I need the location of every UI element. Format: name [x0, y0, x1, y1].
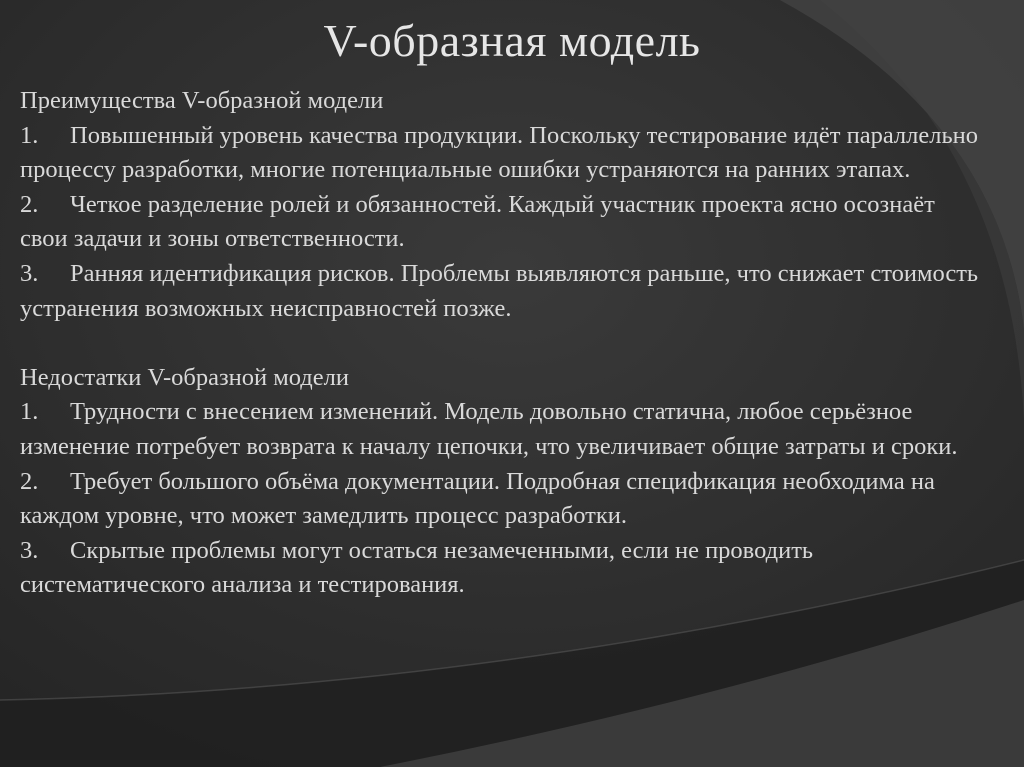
slide-content: [20, 84, 980, 603]
list-item: [20, 395, 980, 464]
item-text: Повышенный уровень качества продукции. Поскольку тестирование идёт параллельно процессу разработки, многие потенциальные ошибки устраняются на ранних этапах.: [20, 121, 979, 184]
item-number: 3.: [20, 536, 39, 564]
advantages-list: [20, 119, 980, 327]
advantages-heading: Преимущества V-образной модели: [20, 87, 384, 114]
list-item: [20, 119, 980, 188]
list-item: [20, 257, 980, 326]
item-number: 2.: [20, 190, 39, 218]
page-title: V-образная модель: [323, 15, 701, 66]
list-item: [20, 534, 980, 603]
item-text: Требует большого объёма документации. Подробная спецификация необходима на каждом уровне, что может замедлить процесс разработки.: [20, 467, 935, 530]
section-spacer: [20, 326, 980, 361]
item-text: Ранняя идентификация рисков. Проблемы выявляются раньше, что снижает стоимость устранения возможных неисправностей позже.: [20, 259, 979, 322]
disadvantages-section: [20, 361, 980, 603]
list-item: [20, 465, 980, 534]
item-number: 1.: [20, 121, 39, 149]
disadvantages-heading: Недостатки V-образной модели: [20, 363, 349, 391]
list-item: [20, 188, 980, 257]
item-number: 1.: [20, 398, 39, 426]
item-number: 2.: [20, 467, 39, 495]
item-text: Скрытые проблемы могут остаться незамеченными, если не проводить систематического анализа и тестирования.: [20, 536, 814, 599]
item-text: Трудности с внесением изменений. Модель довольно статична, любое серьёзное изменение потребует возврата к началу цепочки, что увеличивает общие затраты и сроки.: [20, 398, 958, 460]
item-number: 3.: [20, 259, 39, 287]
item-text: Четкое разделение ролей и обязанностей. Каждый участник проекта ясно осознаёт свои задачи и зоны ответственности.: [20, 190, 935, 253]
disadvantages-list: [20, 395, 980, 603]
advantages-section: [20, 84, 980, 326]
